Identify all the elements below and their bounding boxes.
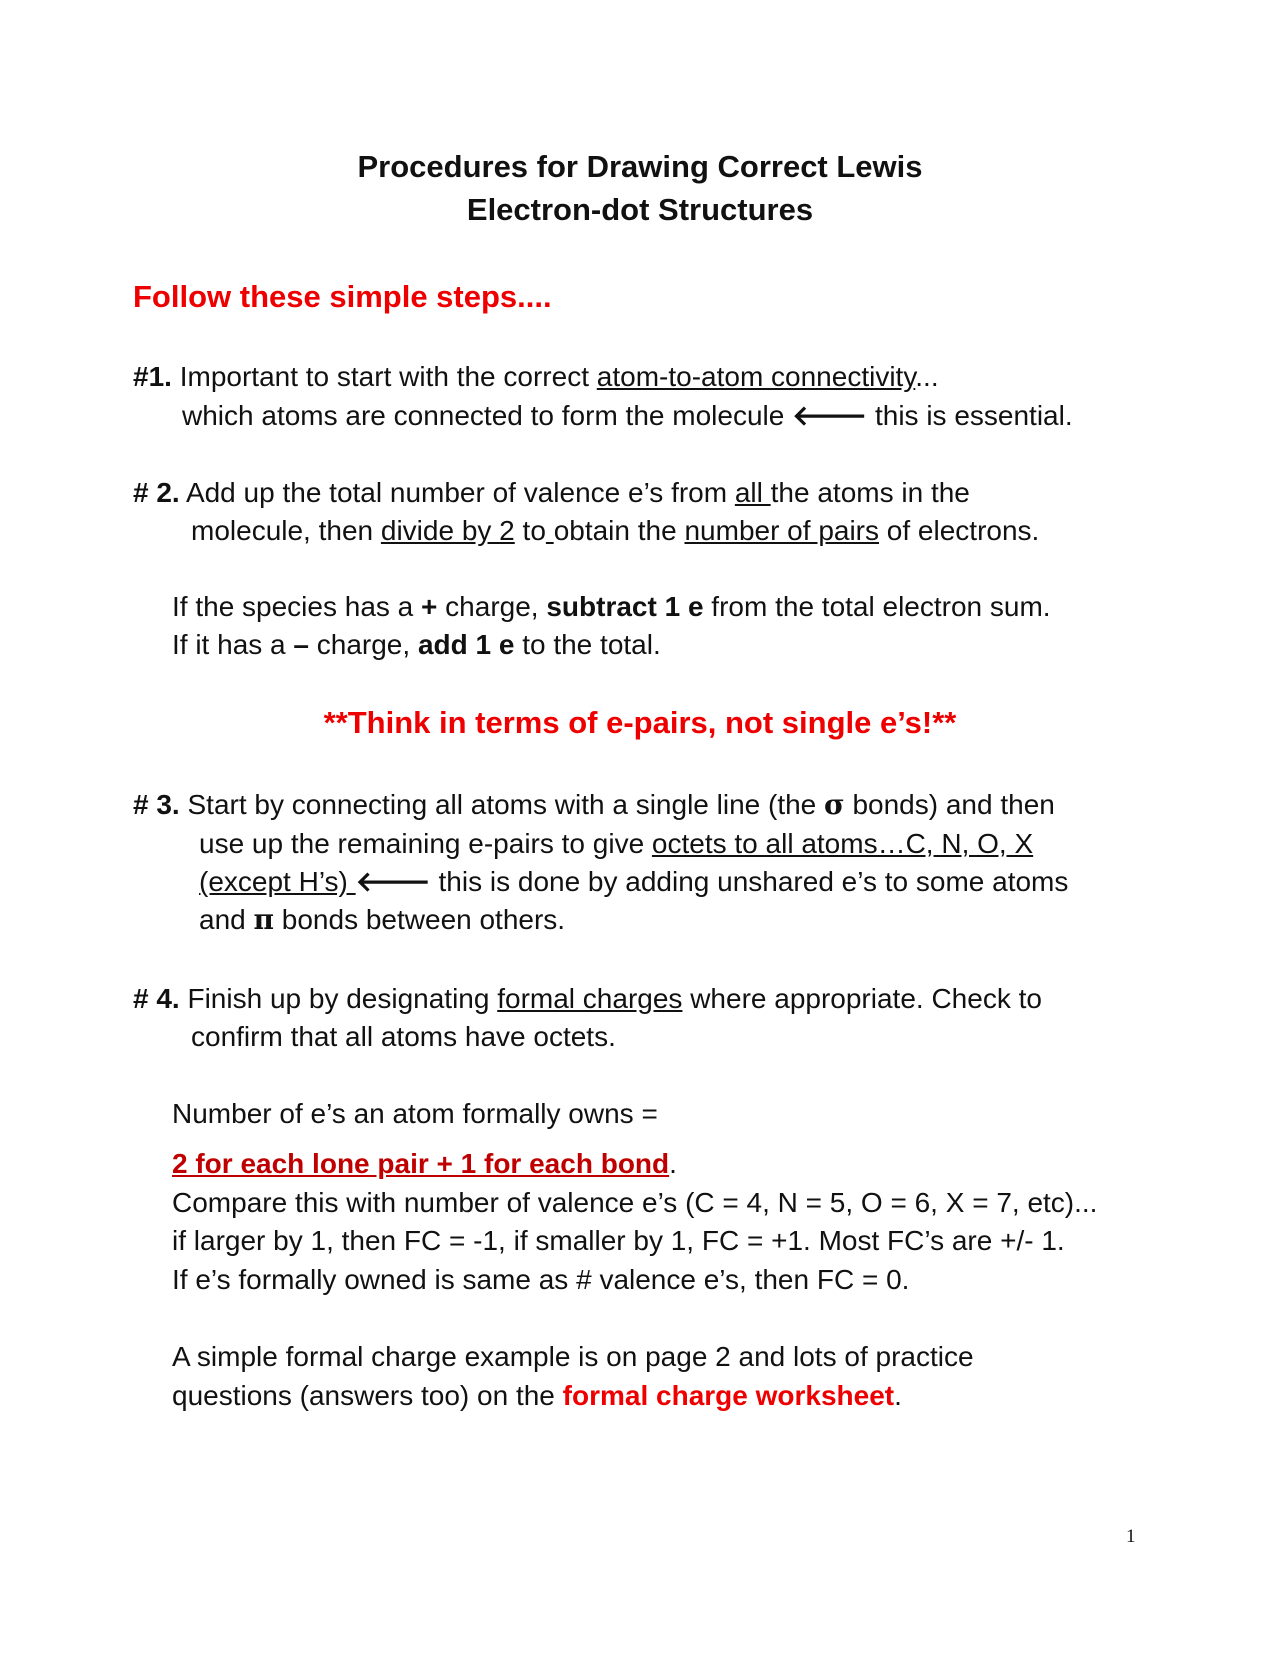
step1-line1 bbox=[133, 360, 939, 394]
charge-text-1c: from the total electron sum. bbox=[703, 591, 1051, 622]
think-callout: **Think in terms of e-pairs, not single e’s!** bbox=[323, 705, 957, 740]
step3-line4 bbox=[199, 903, 565, 937]
page-title-line1: Procedures for Drawing Correct Lewis bbox=[357, 149, 923, 184]
step4-formal-charges: formal charges bbox=[497, 983, 683, 1014]
step4-number: # 4. bbox=[133, 983, 180, 1014]
step2-pairs: number of pairs bbox=[684, 515, 880, 546]
step2-text-a: Add up the total number of valence e’s from bbox=[179, 477, 735, 508]
charge-text-1b: charge, bbox=[437, 591, 547, 622]
example-text-b: . bbox=[894, 1380, 902, 1411]
step2-number: # 2. bbox=[133, 477, 180, 508]
charge-text-1a: If the species has a bbox=[172, 591, 422, 622]
formal-line1: Number of e’s an atom formally owns = bbox=[172, 1098, 658, 1129]
step2-divide: divide by 2 bbox=[380, 515, 515, 546]
charge-text-2c: to the total. bbox=[514, 629, 661, 660]
step4-text-b: where appropriate. Check to bbox=[682, 983, 1042, 1014]
formal-rule-end: . bbox=[669, 1148, 677, 1179]
step4-line1 bbox=[133, 982, 1042, 1016]
left-arrow-icon: 🡐 bbox=[355, 865, 431, 898]
page-title-line2: Electron-dot Structures bbox=[466, 192, 814, 227]
step3-text-f: bonds between others. bbox=[274, 904, 566, 935]
formal-line3: Compare this with number of valence e’s (C = 4, N = 5, O = 6, X = 7, etc)... bbox=[172, 1187, 1098, 1218]
step1-number: #1. bbox=[133, 361, 172, 392]
step3-text-a: Start by connecting all atoms with a single line (the bbox=[179, 789, 825, 820]
step1-connectivity: atom-to-atom connectivity bbox=[596, 361, 916, 392]
step2-space bbox=[546, 515, 554, 546]
formal-line5: If e’s formally owned is same as # valence e’s, then FC = 0. bbox=[172, 1264, 910, 1295]
subtitle: Follow these simple steps.... bbox=[133, 279, 552, 314]
step3-text-e: and bbox=[199, 904, 254, 935]
step2-text-e: obtain the bbox=[553, 515, 685, 546]
step2-text-b: the atoms in the bbox=[770, 477, 970, 508]
step3-line2 bbox=[199, 827, 1033, 861]
step3-octets: octets to all atoms…C, N, O, X bbox=[651, 828, 1034, 859]
charge-text-2b: charge, bbox=[308, 629, 418, 660]
step1-text-e: this is essential. bbox=[867, 400, 1073, 431]
subtract-rule: subtract 1 e bbox=[546, 591, 704, 622]
charge-text-2a: If it has a bbox=[172, 629, 294, 660]
step3-line3 bbox=[199, 865, 1068, 899]
formal-line4: if larger by 1, then FC = -1, if smaller by 1, FC = +1. Most FC’s are +/- 1. bbox=[172, 1225, 1065, 1256]
charge-line1 bbox=[172, 590, 1051, 624]
step3-except: (except H’s) bbox=[199, 866, 356, 897]
formal-rule-line bbox=[172, 1147, 677, 1181]
sigma-symbol: σ bbox=[824, 788, 845, 821]
step2-all: all bbox=[734, 477, 771, 508]
step2-text-d: to bbox=[514, 515, 546, 546]
step1-text-b: ... bbox=[915, 361, 939, 392]
step3-text-c: use up the remaining e-pairs to give bbox=[199, 828, 652, 859]
left-arrow-icon: 🡐 bbox=[792, 399, 868, 432]
page-number: 1 bbox=[1126, 1526, 1136, 1547]
step3-number: # 3. bbox=[133, 789, 180, 820]
pi-symbol: π bbox=[253, 903, 274, 936]
step1-text-c: which atoms are connected to form bbox=[182, 400, 618, 431]
example-line1: A simple formal charge example is on page 2 and lots of practice bbox=[172, 1341, 974, 1372]
step3-text-d: this is done by adding unshared e’s to some atoms bbox=[430, 866, 1069, 897]
step3-text-b: bonds) and then bbox=[844, 789, 1055, 820]
example-line2 bbox=[172, 1379, 902, 1413]
step2-text-f: of electrons. bbox=[879, 515, 1040, 546]
charge-line2 bbox=[172, 628, 661, 662]
minus-sign: – bbox=[293, 629, 309, 660]
add-rule: add 1 e bbox=[417, 629, 515, 660]
example-text-a: questions (answers too) on the bbox=[172, 1380, 563, 1411]
step1-line2 bbox=[182, 399, 1073, 433]
formal-rule: 2 for each lone pair + 1 for each bond bbox=[172, 1148, 670, 1179]
step2-text-c: molecule, then bbox=[191, 515, 381, 546]
step2-line1 bbox=[133, 476, 970, 510]
step1-text-d: the molecule bbox=[617, 400, 793, 431]
plus-sign: + bbox=[421, 591, 438, 622]
worksheet-link[interactable]: formal charge worksheet bbox=[562, 1380, 895, 1411]
step4-text-a: Finish up by designating bbox=[179, 983, 498, 1014]
step1-text-a: Important to start with the correct bbox=[171, 361, 597, 392]
step2-line2 bbox=[191, 514, 1039, 548]
step3-line1 bbox=[133, 788, 1055, 822]
step4-line2: confirm that all atoms have octets. bbox=[191, 1021, 616, 1052]
